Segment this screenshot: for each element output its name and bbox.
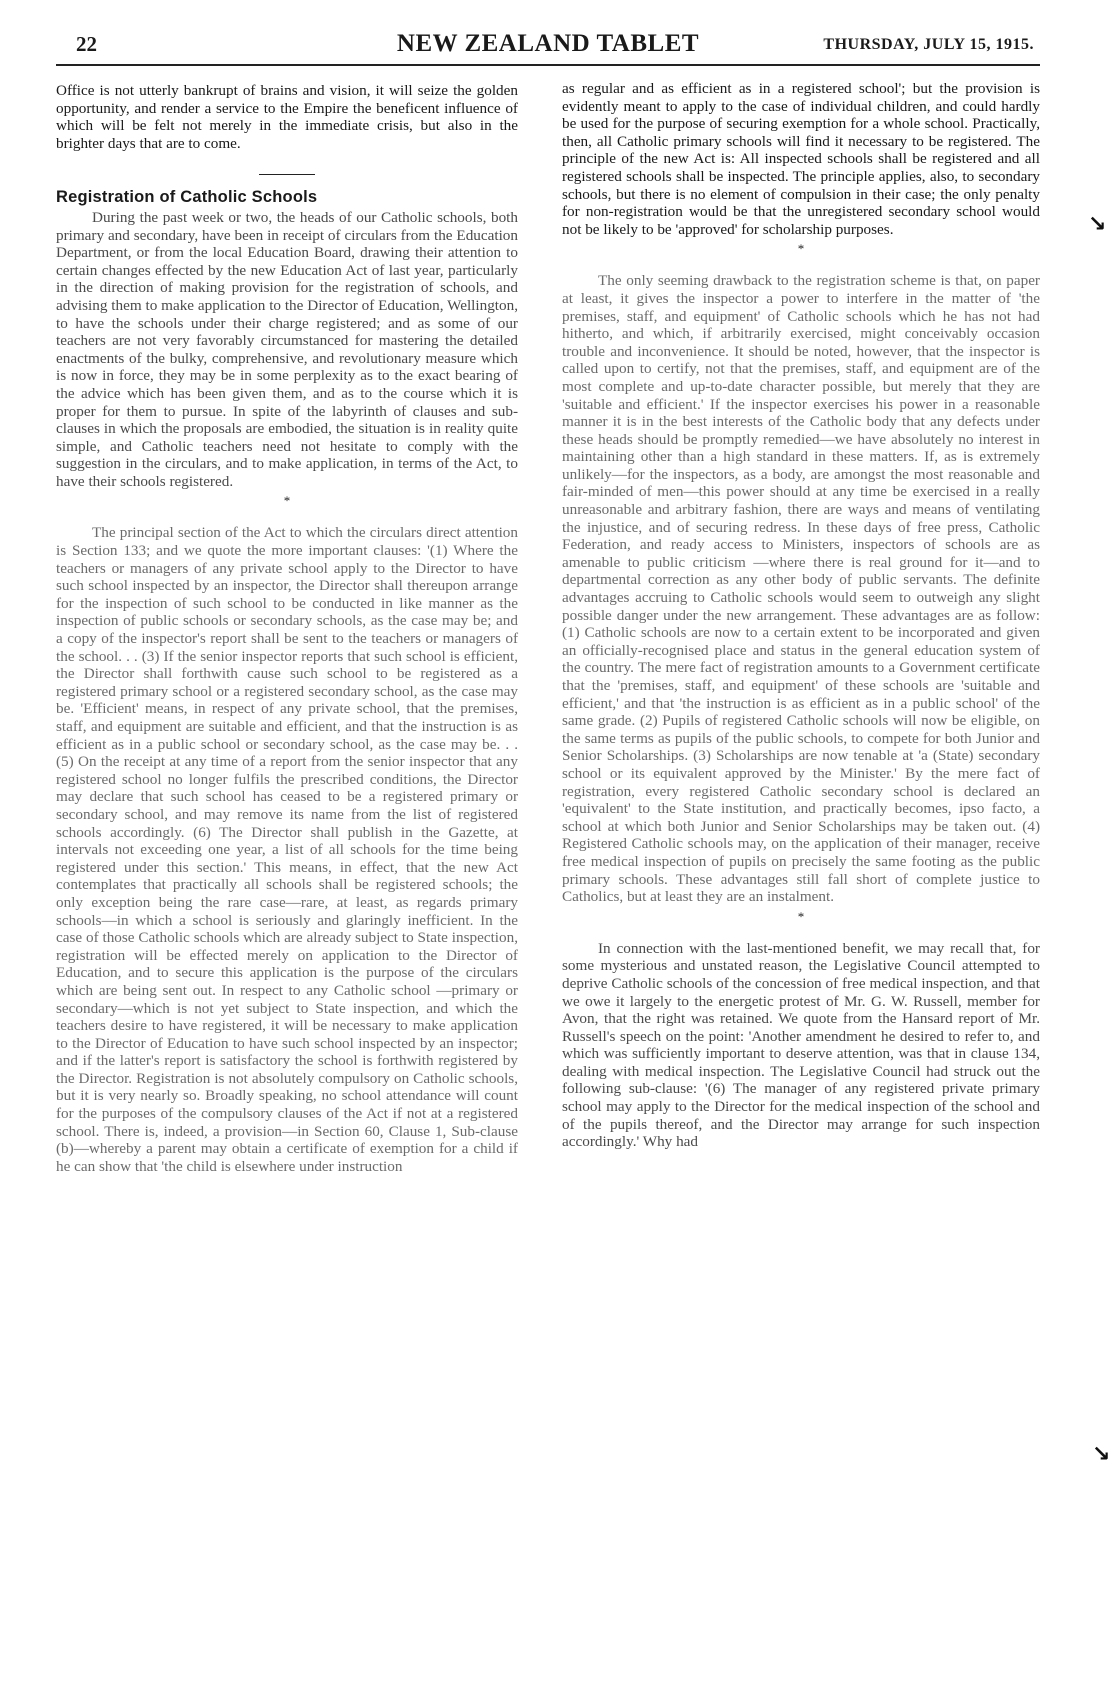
separator-star: * bbox=[797, 241, 805, 257]
margin-mark: ↘ bbox=[1092, 1442, 1111, 1467]
separator-star: * bbox=[797, 908, 805, 924]
margin-mark: ↘ bbox=[1088, 212, 1107, 237]
separator-star: * bbox=[283, 493, 291, 509]
section-divider bbox=[259, 174, 315, 175]
article-paragraph-3: The only seeming drawback to the registration scheme is that, on paper at least, it gives the inspector a power to interfere in the matter of 'the premises, staff, and equipment' of Catholic schools which he has not had hitherto, and which, if arbitrarily exercised, might conceivably occasion trouble and inconvenience. It should be noted, however, that the inspector is called upon to certify, not that the premises, staff, and equipment are of the most complete and up-to-date character possible, but merely that they are 'suitable and efficient.' If the inspector exercises his power in a reasonable manner it is in the best interests of the Catholic body that any defects under these heads should be promptly remedied—we have absolutely no interest in maintaining other than a high standard in these matters. If, as is extremely unlikely—for the inspectors, as a body, are amongst the most reasonable and fair-minded of men—this power should at any time be exercised in a really unreasonable and arbitrary fashion, there are ways and means of ventilating the injustice, and of securing redress. In these days of free press, Catholic Federation, and ready access to Ministers, inspectors of schools are as amenable to public criticism —where there is real ground for it—and to departmental correction as any other body of public servants. The definite advantages accruing to Catholic schools would seem to outweigh any slight possible danger under the new arrangement. These advantages are as follow: (1) Catholic schools are now to a certain extent to be incorporated and given an officially-recognised place and status in the general education system of the country. The mere fact of registration amounts to a Government certificate that the 'premises, staff, and equipment' of these schools are 'suitable and efficient,' and that 'the instruction is as efficient as in a public school' of the same grade. (2) Pupils of registered Catholic schools will now be eligible, on the same terms as pupils of the public schools, to compete for both Junior and Senior Scholarships. (3) Scholarships are now tenable at 'a (State) secondary school or its equivalent approved by the Minister.' By the mere fact of registration, every registered Catholic secondary school is declared an 'equivalent' to the State institution, and practically becomes, ipso facto, a school at which both Junior and Senior Scholarships may be taken out. (4) Registered Catholic schools may, on the application of their manager, receive free medical inspection of pupils on precisely the same footing as the public primary schools. These advantages still fall short of complete justice to Catholics, but at least they are an instalment. bbox=[562, 272, 1040, 906]
article-paragraph-2: The principal section of the Act to which the circulars direct attention is Section 133; and we quote the more important clauses: '(1) Where the teachers or managers of any private school apply to the Director to have such school inspected by an inspector, the Director shall thereupon arrange for the inspection of such school to be conducted in like manner as the inspection of public schools or secondary schools, as the case may be; and a copy of the inspector's report shall be sent to the teachers or managers of the school. . . (3) If the senior inspector reports that such school is efficient, the Director shall forthwith cause such school to be registered as a registered primary school or a registered secondary school, as the case may be. 'Efficient' means, in respect of any private school, that the premises, staff, and equipment are suitable and efficient, and that the instruction is as efficient as in a public school or secondary school, as the case may be. . . (5) On the receipt at any time of a report from the senior inspector that any registered school no longer fulfils the prescribed conditions, the Director may declare that such school has ceased to be a registered primary or secondary school, and may remove its name from the list of registered schools accordingly. (6) The Director shall publish in the Gazette, at intervals not exceeding one year, a list of all schools for the time being registered under this section.' This means, in effect, that the new Act contemplates that practically all schools shall be registered schools; the only exception being the rare case—rare, at least, as regards primary schools—in which a school is seriously and glaringly inefficient. In the case of those Catholic schools which are already subject to State inspection, registration will be effected merely on application to the Director of Education, and to secure this application is the purpose of the circulars which are being sent out. In respect to any Catholic school —primary or secondary—which is not yet subject to State inspection, and which the teachers desire to have registered, it will be necessary to make application to the Director of Education to have such school inspected by an inspector; and if the latter's report is satisfactory the school is forthwith registered by the Director. Registration is not absolutely compulsory on Catholic schools, but it is very nearly so. Broadly speaking, no school attendance will count for the purposes of the compulsory clauses of the Act if not at a registered school. There is, indeed, a provision—in Section 60, Clause 1, Sub-clause (b)—whereby a parent may obtain a certificate of exemption for a child if he can show that 'the child is elsewhere under instruction bbox=[56, 524, 518, 1175]
page-number: 22 bbox=[76, 32, 97, 56]
masthead bbox=[56, 30, 1040, 66]
article-paragraph-1: During the past week or two, the heads of our Catholic schools, both primary and secondary, have been in receipt of circulars from the Education Department, or from the local Education Board, drawing their attention to certain changes effected by the new Education Act of last year, particularly in the direction of making provision for the registration of schools, and advising them to make application to the Director of Education, Wellington, to have the schools under their charge registered; and as some of our teachers are not very favorably circumstanced for mastering the detailed enactments of the bulky, comprehensive, and revolutionary measure which is now in force, they may be in some perplexity as to the exact bearing of the advice which has been given them, and as to the course which it is proper for them to pursue. In spite of the labyrinth of clauses and sub-clauses in which the proposals are embodied, the situation is in reality quite simple, and Catholic teachers need not hesitate to comply with the suggestion in the circulars, and to make application, in terms of the Act, to have their schools registered. bbox=[56, 208, 518, 490]
right-column bbox=[562, 80, 1040, 1175]
article-paragraph-4: In connection with the last-mentioned benefit, we may recall that, for some mysterious and unstated reason, the Legislative Council attempted to deprive Catholic schools of the concession of free medical inspection, and that we owe it largely to the energetic protest of Mr. G. W. Russell, member for Avon, that the right was retained. We quote from the Hansard report of Mr. Russell's speech on the point: 'Another amendment he desired to refer to, and which was sufficiently important to deserve attention, was that in clause 134, dealing with medical inspection. The Legislative Council had struck out the following sub-clause: '(6) The manager of any registered private primary school may apply to the Director for the medical inspection of the school and of the pupils thereof, and the Director may arrange for such inspection accordingly.' Why had bbox=[562, 939, 1040, 1151]
left-column bbox=[56, 82, 518, 1175]
article-columns bbox=[56, 82, 1040, 1175]
newspaper-title: NEW ZEALAND TABLET bbox=[396, 30, 700, 57]
issue-date: THURSDAY, JULY 15, 1915. bbox=[823, 36, 1034, 53]
continuation-paragraph: as regular and as efficient as in a registered school'; but the provision is evidently meant to apply to the case of individual children, and could hardly be used for the purpose of securing exemption for a whole school. Practically, then, all Catholic primary schools will find it necessary to be registered. The principle of the new Act is: All inspected schools shall be registered and all registered schools shall be inspected. The principle applies, also, to secondary schools, but there is no element of compulsion in their case; the only penalty for non-registration would be that the unregistered secondary school would not be likely to be 'approved' for scholarship purposes. bbox=[562, 80, 1040, 238]
section-heading: Registration of Catholic Schools bbox=[56, 188, 318, 207]
intro-paragraph: Office is not utterly bankrupt of brains and vision, it will seize the golden opportunity, and render a service to the Empire the beneficent influence of which will be felt not merely in the immediate crisis, but also in the brighter days that are to come. bbox=[56, 82, 518, 152]
